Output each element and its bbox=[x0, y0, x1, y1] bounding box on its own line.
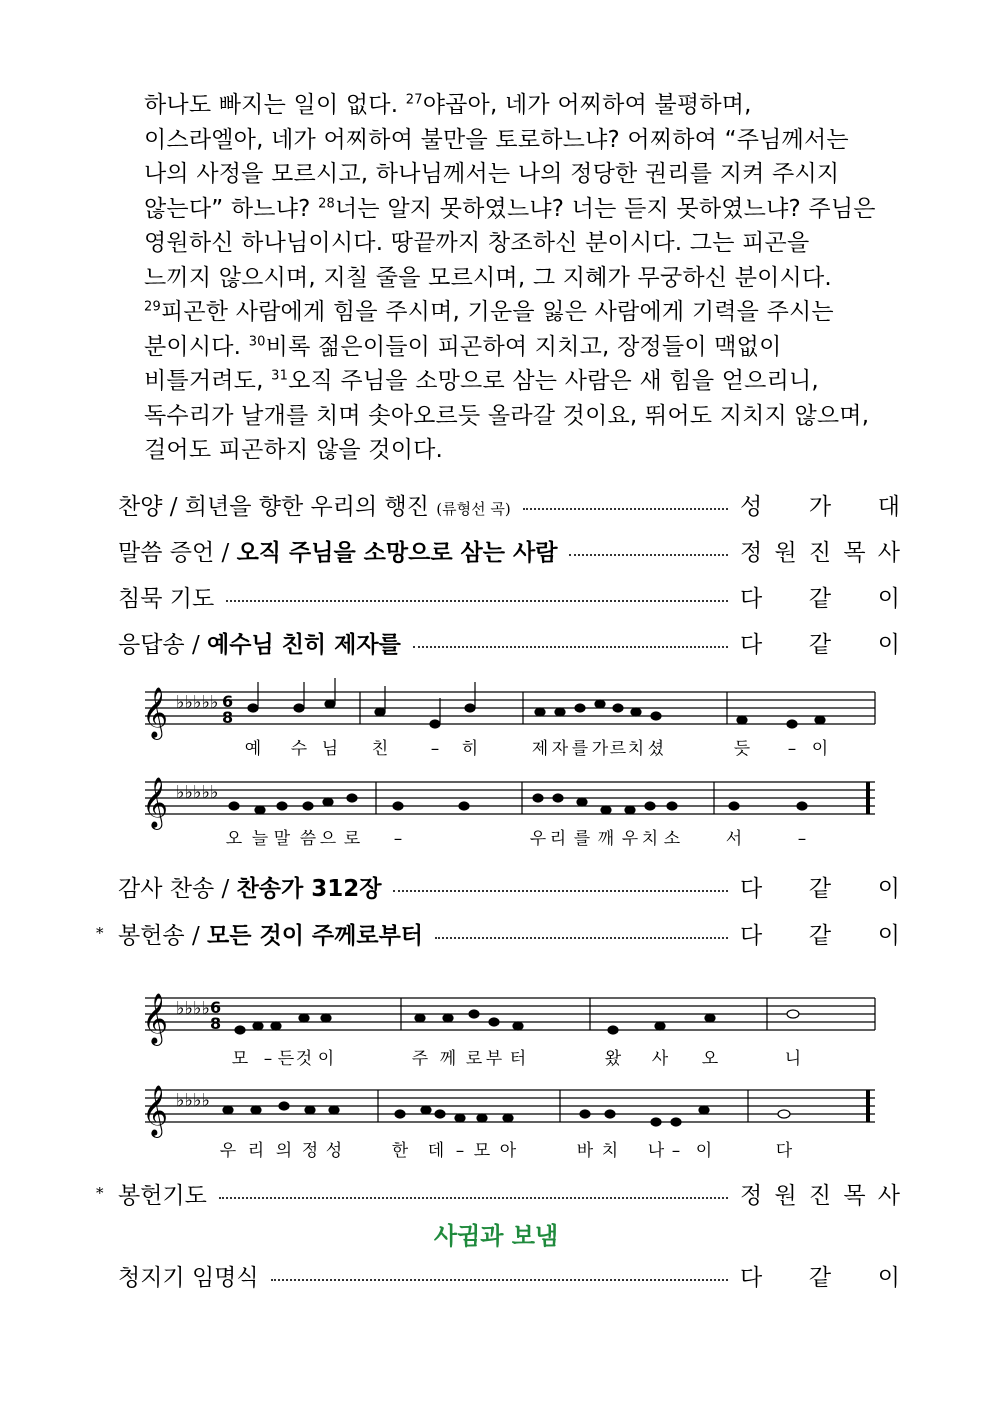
scripture-text-segment: 이스라엘아, 네가 어찌하여 불만을 토로하느냐? 어찌하여 “주님께서는 bbox=[144, 126, 849, 153]
notes-line-1 bbox=[248, 678, 825, 728]
lyric-syllable: 르 bbox=[609, 739, 627, 759]
leader-dots bbox=[226, 599, 728, 602]
time-sig-top: 6 bbox=[222, 692, 234, 711]
key-signature-flats: ♭♭♭♭♭ bbox=[176, 692, 219, 713]
scripture-line bbox=[144, 123, 884, 158]
lyric-syllable: 성 bbox=[325, 1141, 343, 1161]
thanks-hymn-who: 다 같 이 bbox=[740, 875, 900, 902]
verse-number: 28 bbox=[318, 195, 336, 211]
lyric-syllable: 를 bbox=[571, 739, 589, 759]
lyric-syllable: 모 bbox=[473, 1141, 491, 1161]
lyric-syllable: 이 bbox=[695, 1141, 713, 1161]
scripture-text-segment: 걸어도 피곤하지 않을 것이다. bbox=[144, 437, 444, 463]
lyric-syllable: 로 bbox=[343, 829, 361, 849]
lyric-syllable: – bbox=[671, 1141, 681, 1161]
offering-prayer-who: 정 원 진 목 사 bbox=[740, 1182, 900, 1209]
scripture-text-segment: 하나도 빠지는 일이 없다. bbox=[144, 92, 406, 118]
lyric-syllable: 의 bbox=[275, 1141, 293, 1161]
leader-dots bbox=[435, 936, 728, 939]
lyric-syllable: 셨 bbox=[647, 739, 665, 759]
scripture-line bbox=[144, 226, 884, 261]
lyric-syllable: 이 bbox=[811, 739, 829, 759]
leader-dots bbox=[569, 553, 728, 556]
steward-title: 청지기 임명식 bbox=[118, 1264, 259, 1291]
offering-song-title: 봉헌송 / 모든 것이 주께로부터 bbox=[118, 922, 424, 949]
lyric-syllable: 바 bbox=[576, 1141, 594, 1161]
scripture-text-segment: 비록 젊은이들이 피곤하여 지치고, 장정들이 맥없이 bbox=[265, 333, 782, 360]
scripture-text-segment: 않는다” 하느냐? bbox=[144, 195, 319, 222]
lyric-syllable: 히 bbox=[461, 739, 479, 759]
lyric-syllable: 씀 bbox=[299, 829, 317, 849]
lyric-syllable: 나 bbox=[647, 1141, 665, 1161]
lyric-syllable: 한 bbox=[391, 1141, 409, 1161]
silent-prayer-title: 침묵 기도 bbox=[118, 585, 215, 612]
lyric-syllable: 것 bbox=[295, 1049, 313, 1069]
sermon-speaker: 정 원 진 목 사 bbox=[740, 539, 900, 566]
response-title: 응답송 / 예수님 친히 제자를 bbox=[118, 631, 401, 658]
sermon-title: 말씀 증언 / 오직 주님을 소망으로 삼는 사람 bbox=[118, 539, 558, 566]
scripture-text-segment: 오직 주님을 소망으로 삼는 사람은 새 힘을 얻으리니, bbox=[288, 368, 819, 394]
lyric-syllable: 정 bbox=[301, 1141, 319, 1161]
section-heading-sending: 사귐과 보냄 bbox=[433, 1222, 559, 1250]
scripture-text-segment: 영원하신 하나님이시다. 땅끝까지 창조하신 분이시다. 그는 피곤을 bbox=[144, 230, 810, 256]
time-sig-bottom: 8 bbox=[210, 1014, 222, 1033]
praise-title: 찬양 / 희년을 향한 우리의 행진 (류형선 곡) bbox=[118, 493, 511, 520]
scripture-text-segment: 나의 사정을 모르시고, 하나님께서는 나의 정당한 권리를 지켜 주시지 bbox=[144, 161, 840, 187]
treble-clef-icon: 𝄞 bbox=[142, 993, 169, 1044]
leader-dots bbox=[413, 645, 728, 648]
lyric-syllable: 우 bbox=[621, 829, 639, 849]
leader-dots bbox=[523, 507, 728, 510]
lyrics-line-1 bbox=[245, 738, 828, 759]
music-score-response bbox=[130, 672, 890, 862]
lyric-syllable: – bbox=[455, 1141, 465, 1161]
order-row-response bbox=[96, 622, 900, 662]
treble-clef-icon: 𝄞 bbox=[142, 1085, 169, 1136]
lyric-syllable: 님 bbox=[321, 739, 339, 759]
scripture-text-segment: 독수리가 날개를 치며 솟아오르듯 올라갈 것이요, 뛰어도 지치지 않으며, bbox=[144, 402, 870, 429]
order-row-offering-song bbox=[96, 913, 900, 953]
lyric-syllable: – bbox=[393, 829, 403, 849]
thanks-hymn-title: 감사 찬송 / 찬송가 312장 bbox=[118, 875, 382, 902]
scripture-text-segment: 느끼지 않으시며, 지칠 줄을 모르시며, 그 지혜가 무궁하신 분이시다. bbox=[144, 264, 832, 291]
lyric-syllable: 아 bbox=[499, 1141, 517, 1161]
standing-mark: * bbox=[96, 924, 104, 942]
scripture-text-segment: 너는 알지 못하였느냐? 너는 듣지 못하였느냐? 주님은 bbox=[335, 195, 876, 222]
lyric-syllable: 소 bbox=[663, 829, 681, 849]
lyric-syllable: 가 bbox=[591, 739, 609, 759]
lyric-syllable: – bbox=[797, 829, 807, 849]
scripture-text-segment: 피곤한 사람에게 힘을 주시며, 기운을 잃은 사람에게 기력을 주시는 bbox=[160, 299, 834, 325]
lyric-syllable: 부 bbox=[485, 1049, 503, 1069]
lyrics-line-1 bbox=[232, 1048, 801, 1069]
order-row-praise bbox=[96, 484, 900, 524]
scripture-line bbox=[144, 364, 884, 399]
lyric-syllable: 듯 bbox=[733, 739, 751, 759]
lyric-syllable: – bbox=[430, 739, 440, 759]
scripture-text-segment: 야곱아, 네가 어찌하여 불평하며, bbox=[422, 92, 752, 118]
lyric-syllable: 주 bbox=[411, 1049, 429, 1069]
lyric-syllable: 늘 bbox=[251, 829, 269, 849]
lyric-syllable: 터 bbox=[509, 1049, 527, 1069]
time-sig-top: 6 bbox=[210, 998, 222, 1017]
leader-dots bbox=[271, 1278, 728, 1281]
lyric-syllable: 모 bbox=[231, 1049, 249, 1069]
lyrics-line-2 bbox=[226, 828, 806, 849]
silent-prayer-who: 다 같 이 bbox=[740, 585, 900, 612]
lyric-syllable: 왔 bbox=[604, 1049, 622, 1069]
verse-number: 30 bbox=[248, 333, 266, 349]
lyric-syllable: 이 bbox=[317, 1049, 335, 1069]
lyric-syllable: 우 bbox=[219, 1141, 237, 1161]
scripture-text bbox=[144, 88, 884, 468]
scripture-line bbox=[144, 157, 884, 192]
scripture-line bbox=[144, 330, 884, 365]
lyric-syllable: 치 bbox=[601, 1141, 619, 1161]
lyric-syllable: 리 bbox=[549, 829, 567, 849]
lyric-syllable: 자 bbox=[551, 739, 569, 759]
offering-song-who: 다 같 이 bbox=[740, 922, 900, 949]
key-signature-flats: ♭♭♭♭♭ bbox=[176, 782, 219, 803]
order-row-offering-prayer bbox=[96, 1173, 900, 1213]
lyric-syllable: 말 bbox=[273, 829, 291, 849]
verse-number: 31 bbox=[271, 368, 289, 384]
lyric-syllable: – bbox=[787, 739, 797, 759]
leader-dots bbox=[219, 1196, 728, 1199]
lyric-syllable: – bbox=[263, 1049, 273, 1069]
lyric-syllable: 예 bbox=[244, 739, 262, 759]
lyric-syllable: 우 bbox=[529, 829, 547, 849]
music-score-offering bbox=[130, 972, 890, 1172]
time-sig-bottom: 8 bbox=[222, 708, 234, 727]
lyric-syllable: 오 bbox=[225, 829, 243, 849]
lyric-syllable: 서 bbox=[725, 829, 743, 849]
scripture-line bbox=[144, 399, 884, 434]
notes-line-2 bbox=[229, 794, 807, 814]
lyric-syllable: 리 bbox=[247, 1141, 265, 1161]
lyrics-line-2 bbox=[220, 1140, 793, 1161]
lyric-syllable: 오 bbox=[701, 1049, 719, 1069]
treble-clef-icon: 𝄞 bbox=[142, 687, 169, 738]
lyric-syllable: 데 bbox=[427, 1141, 445, 1161]
offering-prayer-title: 봉헌기도 bbox=[118, 1182, 207, 1209]
lyric-syllable: 사 bbox=[651, 1049, 669, 1069]
lyric-syllable: 로 bbox=[465, 1049, 483, 1069]
scripture-line bbox=[144, 433, 884, 468]
standing-mark: * bbox=[96, 1184, 104, 1202]
key-signature-flats: ♭♭♭♭ bbox=[176, 1090, 210, 1111]
praise-performer: 성 가 대 bbox=[740, 493, 900, 520]
order-row-silent-prayer bbox=[96, 576, 900, 616]
leader-dots bbox=[393, 889, 728, 892]
scripture-line bbox=[144, 88, 884, 123]
scripture-text-segment: 분이시다. bbox=[144, 333, 249, 360]
scripture-line bbox=[144, 295, 884, 330]
lyric-syllable: 치 bbox=[627, 739, 645, 759]
lyric-syllable: 깨 bbox=[597, 829, 615, 849]
lyric-syllable: 친 bbox=[371, 739, 389, 759]
verse-number: 29 bbox=[144, 299, 161, 315]
lyric-syllable: 를 bbox=[573, 829, 591, 849]
lyric-syllable: 수 bbox=[290, 739, 308, 759]
lyric-syllable: 제 bbox=[531, 739, 549, 759]
scripture-line bbox=[144, 261, 884, 296]
steward-who: 다 같 이 bbox=[740, 1264, 900, 1291]
verse-number: 27 bbox=[405, 92, 423, 108]
scripture-text-segment: 비틀거려도, bbox=[144, 368, 272, 394]
order-row-thanks-hymn bbox=[96, 866, 900, 906]
response-who: 다 같 이 bbox=[740, 631, 900, 658]
order-row-sermon bbox=[96, 530, 900, 570]
lyric-syllable: 다 bbox=[775, 1141, 793, 1161]
lyric-syllable: 니 bbox=[784, 1049, 802, 1069]
treble-clef-icon: 𝄞 bbox=[142, 777, 169, 828]
scripture-line bbox=[144, 192, 884, 227]
lyric-syllable: 치 bbox=[641, 829, 659, 849]
lyric-syllable: 께 bbox=[439, 1049, 457, 1069]
lyric-syllable: 으 bbox=[319, 829, 337, 849]
lyric-syllable: 든 bbox=[277, 1049, 295, 1069]
order-row-steward bbox=[96, 1255, 900, 1295]
key-signature-flats: ♭♭♭♭ bbox=[176, 998, 210, 1019]
